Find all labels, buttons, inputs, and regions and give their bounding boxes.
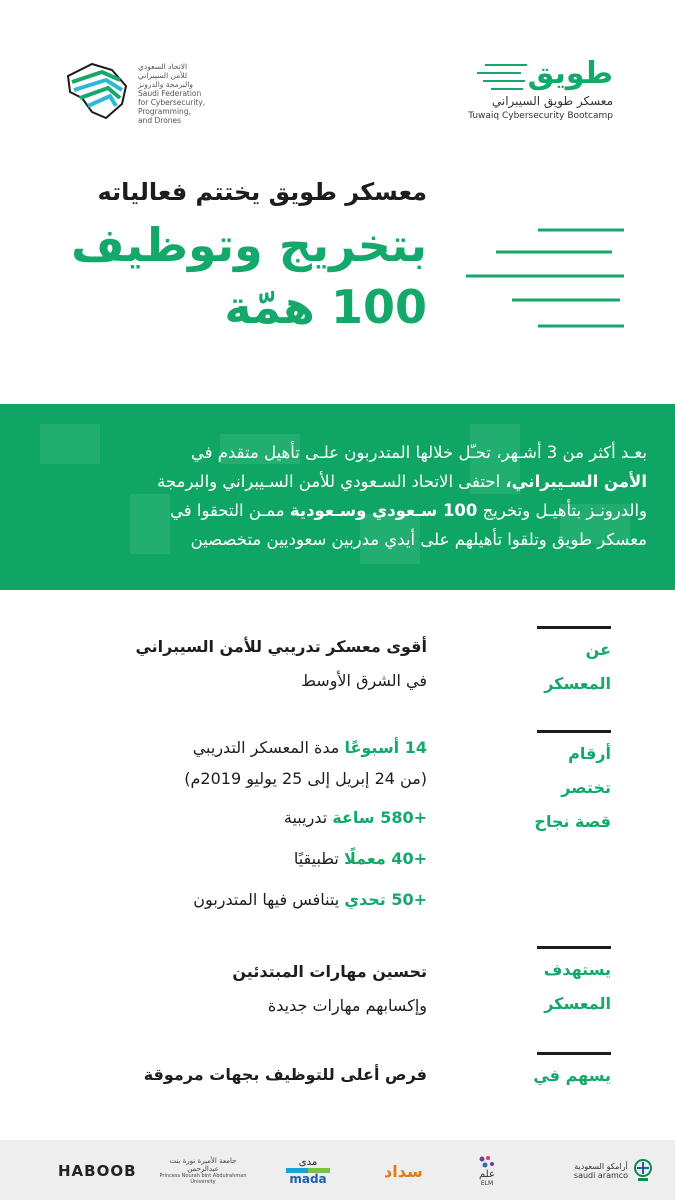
elm-ar: علم <box>479 1169 495 1180</box>
about-line-1: أقوى معسكر تدريبي للأمن السيبراني <box>135 637 427 656</box>
intro-line-3-a: والدرونـز بتأهيـل وتخريج <box>477 501 647 520</box>
intro-band <box>0 404 675 590</box>
sf-en-line: Programming, <box>138 107 191 116</box>
headline-line-3: 100 همّة <box>224 280 427 334</box>
sf-ar-line: الاتحاد السعودي <box>138 62 188 71</box>
stat-weeks-value: 14 أسبوعًا <box>344 738 427 757</box>
saudi-map-icon <box>62 56 134 126</box>
intro-line-2 <box>27 467 647 496</box>
about-line-2: في الشرق الأوسط <box>301 671 427 690</box>
intro-line-3 <box>27 496 647 525</box>
label-divider <box>537 1052 611 1055</box>
contributes-label <box>531 1052 611 1093</box>
numbers-label <box>531 730 611 839</box>
haboob-logo: HABOOB <box>58 1162 137 1180</box>
numbers-label-1: أرقام <box>568 744 611 763</box>
saudi-federation-logo <box>62 56 212 126</box>
mada-logo <box>286 1154 330 1188</box>
label-divider <box>537 626 611 629</box>
stat-challenges-value: +50 تحدي <box>344 890 427 909</box>
intro-line-3-b: ممـن التحقوا في <box>170 501 290 520</box>
stat-labs-text: تطبيقيًا <box>293 849 344 868</box>
intro-bold-cyber: الأمن السـيبراني، <box>505 472 647 491</box>
stat-challenges <box>67 884 427 915</box>
stat-hours-value: +580 ساعة <box>332 808 427 827</box>
stat-hours-text: تدريبية <box>283 808 333 827</box>
stat-hours <box>67 802 427 833</box>
partners-footer <box>0 1140 675 1200</box>
sf-en-line: for Cybersecurity, <box>138 98 206 107</box>
tuwaiq-wordmark: طويق <box>527 56 613 91</box>
tuwaiq-en-name: Tuwaiq Cybersecurity Bootcamp <box>468 111 613 121</box>
intro-line-2-rest: احتفى الاتحاد السـعودي للأمن السـيبراني والبرمجة <box>157 472 506 491</box>
label-divider <box>537 730 611 733</box>
target-line-1: تحسين مهارات المبتدئين <box>232 962 427 981</box>
intro-line-1: بعـد أكثر من 3 أشـهر، تحـّل خلالها المتدربون علـى تأهيل متقدم في <box>190 443 647 462</box>
about-label-text: عن المعسكر <box>544 640 611 693</box>
about-label <box>531 626 611 701</box>
sf-logo-text <box>138 62 205 125</box>
decorative-speed-lines-icon <box>466 228 626 330</box>
headline-line-1: معسكر طويق يختتم فعالياته <box>97 178 427 206</box>
target-label <box>531 946 611 1021</box>
target-content <box>67 955 427 1023</box>
about-content <box>67 630 427 698</box>
tuwaiq-ar-name: معسكر طويق السيبراني <box>491 94 613 108</box>
headline-line-2: بتخريج وتوظيف <box>71 218 427 272</box>
sadad-logo: سداد <box>384 1161 423 1181</box>
stat-labs-value: +40 معملًا <box>343 849 427 868</box>
mada-en: mada <box>289 1172 327 1186</box>
target-label-2: المعسكر <box>544 994 611 1013</box>
target-label-1: يستهدف <box>543 960 611 979</box>
contributes-line-1: فرص أعلى للتوظيف بجهات مرموقة <box>143 1065 427 1084</box>
stat-challenges-text: يتنافس فيها المتدربون <box>193 890 345 909</box>
elm-logo <box>478 1154 496 1188</box>
stat-labs <box>67 843 427 874</box>
stat-dates: (من 24 إبريل إلى 25 يوليو 2019م) <box>184 769 427 788</box>
sf-ar-line: والبرمجة والدرونز <box>138 80 194 89</box>
sf-en-line: and Drones <box>138 116 182 125</box>
aramco-star-icon <box>632 1158 654 1184</box>
stat-weeks-text: مدة المعسكر التدريبي <box>192 738 345 757</box>
intro-bold-graduates: 100 سـعودي وسـعودية <box>289 501 478 520</box>
contributes-content <box>67 1058 427 1092</box>
contributes-label-text: يسهم في <box>533 1066 611 1085</box>
pnu-logo <box>158 1154 248 1188</box>
pnu-en: Princess Nourah bint Abdulrahman University <box>159 1173 247 1185</box>
stat-weeks <box>67 732 427 763</box>
elm-en: ELM <box>480 1180 494 1187</box>
numbers-label-2: تختصر <box>561 778 611 797</box>
aramco-ar: أرامكو السعودية <box>574 1162 628 1171</box>
numbers-label-3: قصة نجاح <box>534 812 611 831</box>
tuwaiq-logo <box>468 56 613 126</box>
sf-en-line: Saudi Federation <box>138 89 202 98</box>
sf-ar-line: للأمن السيبراني <box>138 71 188 80</box>
elm-dots-icon <box>478 1155 496 1169</box>
target-line-2: وإكسابهم مهارات جديدة <box>267 996 427 1015</box>
speed-lines-icon <box>477 62 529 92</box>
mada-ar: مدى <box>298 1157 318 1168</box>
pnu-ar: جامعة الأميرة نورة بنت عبدالرحمن <box>169 1157 237 1173</box>
numbers-content <box>67 732 427 915</box>
intro-line-4: معسكر طويق وتلقوا تأهيلهم على أيدي مدربين سعوديين متخصصين <box>190 530 647 549</box>
headline <box>47 178 427 334</box>
intro-paragraph <box>27 438 647 554</box>
aramco-en: saudi aramco <box>573 1171 629 1180</box>
label-divider <box>537 946 611 949</box>
